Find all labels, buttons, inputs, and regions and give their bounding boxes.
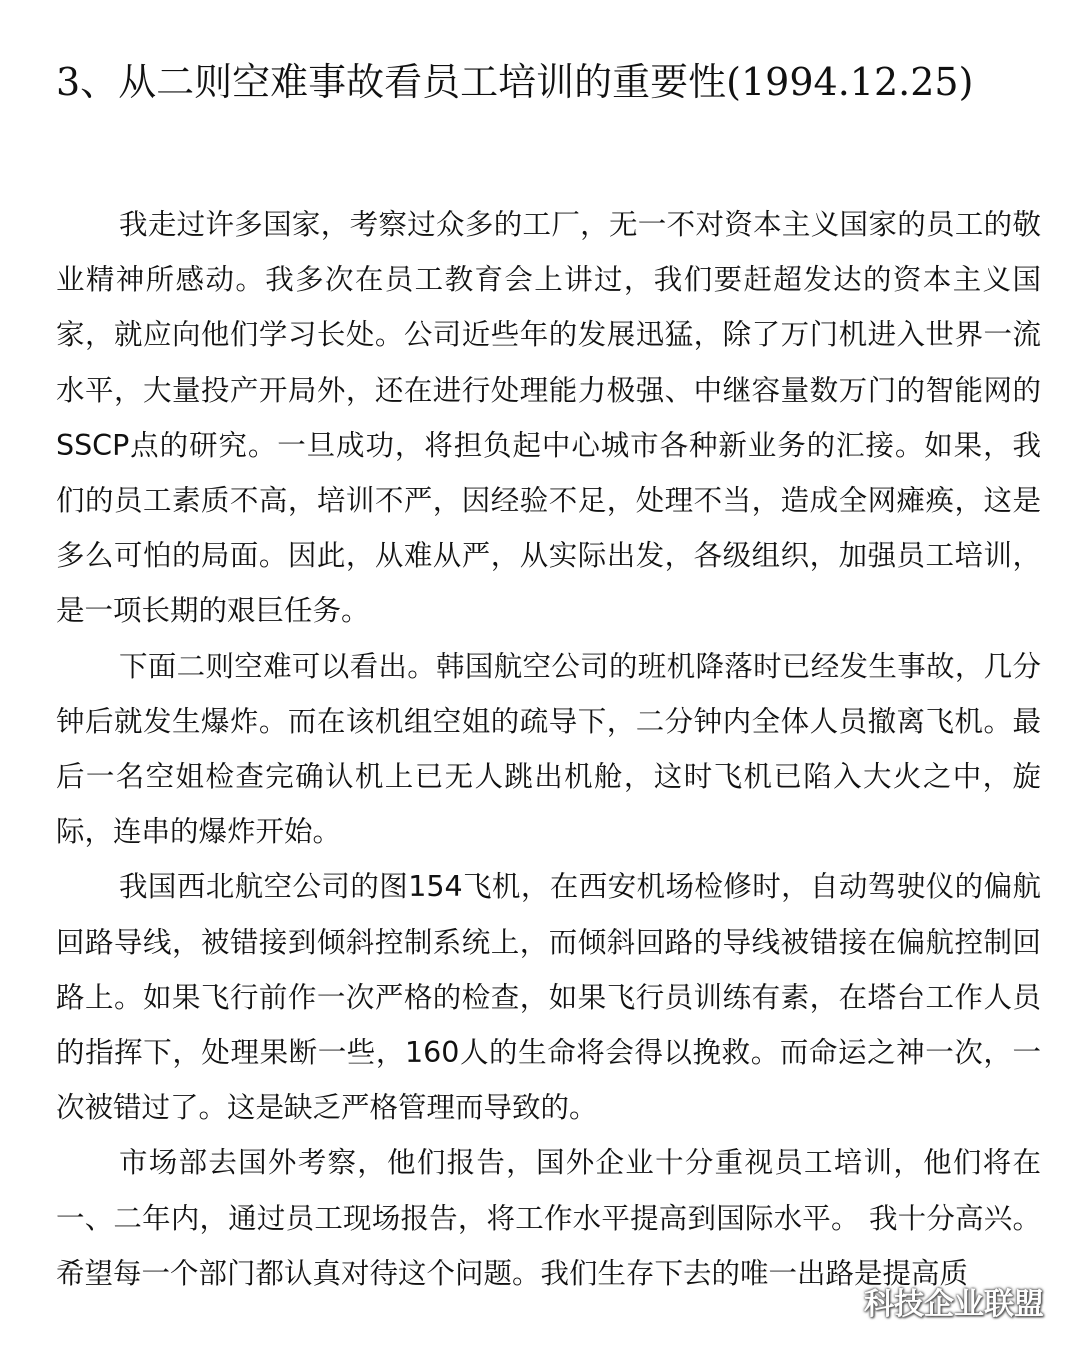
- paragraph-2: 下面二则空难可以看出。韩国航空公司的班机降落时已经发生事故，几分钟后就发生爆炸。而在该机组空姐的疏导下，二分钟内全体人员撤离飞机。最后一名空姐检查完确认机上已无人跳出机舱，这时飞机已陷入大火之中，旋际，连串的爆炸开始。: [56, 649, 1041, 849]
- paragraph-4: 市场部去国外考察，他们报告，国外企业十分重视员工培训，他们将在一、二年内，通过员工现场报告，将工作水平提高到国际水平。 我十分高兴。希望每一个部门都认真对待这个问题。我们生存下去的唯一出路是提高质: [56, 1146, 1041, 1290]
- document-title: 3、从二则空难事故看员工培训的重要性(1994.12.25): [56, 60, 974, 104]
- wechat-icon: [816, 1284, 856, 1318]
- paragraph-3: 我国西北航空公司的图154飞机，在西安机场检修时，自动驾驶仪的偏航回路导线，被错接到倾斜控制系统上，而倾斜回路的导线被错接在偏航控制回路上。如果飞行前作一次严格的检查，如果飞行员训练有素，在塔台工作人员的指挥下，处理果断一些，160人的生命将会得以挽救。而命运之神一次，一次被错过了。这是缺乏严格管理而导致的。: [56, 870, 1041, 1125]
- watermark-text: 科技企业联盟: [864, 1287, 1044, 1322]
- watermark: [816, 1279, 1044, 1323]
- paragraph-1: 我走过许多国家，考察过众多的工厂，无一不对资本主义国家的员工的敬业精神所感动。我多次在员工教育会上讲过，我们要赶超发达的资本主义国家，就应向他们学习长处。公司近些年的发展迅猛，除了万门机进入世界一流水平，大量投产开局外，还在进行处理能力极强、中继容量数万门的智能网的SSCP点的研究。一旦成功，将担负起中心城市各种新业务的汇接。如果，我们的员工素质不高，培训不严，因经验不足，处理不当，造成全网瘫痪，这是多么可怕的局面。因此，从难从严，从实际出发，各级组织，加强员工培训，是一项长期的艰巨任务。: [56, 208, 1041, 628]
- document-body: [56, 197, 1041, 1301]
